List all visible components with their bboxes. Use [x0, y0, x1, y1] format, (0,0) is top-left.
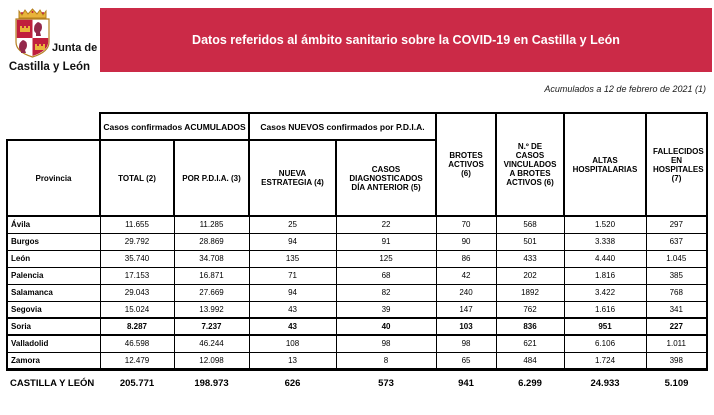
data-cell: 202 [496, 267, 564, 284]
data-cell: 501 [496, 233, 564, 250]
data-cell: 6.106 [564, 335, 646, 352]
col-header-casos-diagnosticados: CASOS DIAGNOSTICADOS DÍA ANTERIOR (5) [336, 140, 436, 216]
data-cell: 568 [496, 216, 564, 233]
data-cell: 1.816 [564, 267, 646, 284]
data-cell: 240 [436, 284, 496, 301]
data-cell: 12.479 [100, 352, 174, 369]
province-name-cell: Zamora [7, 352, 100, 369]
data-cell: 13.992 [174, 301, 249, 318]
data-cell: 29.043 [100, 284, 174, 301]
province-name-cell: Ávila [7, 216, 100, 233]
data-cell: 39 [336, 301, 436, 318]
table-row [7, 233, 707, 250]
corner-cell [7, 113, 100, 140]
col-header-nueva-estrategia: NUEVA ESTRATEGIA (4) [249, 140, 336, 216]
data-cell: 46.598 [100, 335, 174, 352]
table-row [7, 301, 707, 318]
data-cell: 43 [249, 318, 336, 335]
table-row [7, 352, 707, 369]
group-header-confirmed: Casos confirmados ACUMULADOS [100, 113, 249, 140]
logo-text-line2: Castilla y León [8, 61, 91, 73]
data-cell: 16.871 [174, 267, 249, 284]
total-cell: 941 [436, 369, 496, 389]
data-cell: 12.098 [174, 352, 249, 369]
data-cell: 1.011 [646, 335, 707, 352]
data-cell: 71 [249, 267, 336, 284]
data-cell: 40 [336, 318, 436, 335]
table-row [7, 318, 707, 335]
data-cell: 98 [436, 335, 496, 352]
data-cell: 108 [249, 335, 336, 352]
data-cell: 1.045 [646, 250, 707, 267]
data-cell: 1.520 [564, 216, 646, 233]
data-cell: 484 [496, 352, 564, 369]
col-header-altas-hospitalarias: ALTAS HOSPITALARIAS [564, 113, 646, 216]
province-name-cell: León [7, 250, 100, 267]
data-cell: 94 [249, 233, 336, 250]
data-cell: 46.244 [174, 335, 249, 352]
data-cell: 637 [646, 233, 707, 250]
data-cell: 98 [336, 335, 436, 352]
data-cell: 91 [336, 233, 436, 250]
data-cell: 28.869 [174, 233, 249, 250]
data-cell: 398 [646, 352, 707, 369]
data-cell: 65 [436, 352, 496, 369]
accumulated-date-note: Acumulados a 12 de febrero de 2021 (1) [544, 84, 706, 94]
table-body [7, 216, 707, 369]
data-cell: 86 [436, 250, 496, 267]
group-header-row [7, 113, 707, 140]
data-cell: 27.669 [174, 284, 249, 301]
total-cell: 5.109 [646, 369, 707, 389]
group-header-new-cases: Casos NUEVOS confirmados por P.D.I.A. [249, 113, 436, 140]
data-cell: 147 [436, 301, 496, 318]
data-cell: 8.287 [100, 318, 174, 335]
junta-logo [0, 5, 99, 77]
data-cell: 70 [436, 216, 496, 233]
junta-coat-of-arms-icon [14, 8, 51, 58]
data-cell: 22 [336, 216, 436, 233]
data-cell: 1892 [496, 284, 564, 301]
total-cell: 626 [249, 369, 336, 389]
data-cell: 68 [336, 267, 436, 284]
data-cell: 8 [336, 352, 436, 369]
page-title: Datos referidos al ámbito sanitario sobre la COVID-19 en Castilla y León [192, 33, 620, 47]
table-row [7, 250, 707, 267]
data-cell: 297 [646, 216, 707, 233]
title-banner [100, 8, 712, 72]
data-cell: 227 [646, 318, 707, 335]
data-cell: 11.285 [174, 216, 249, 233]
total-cell: 573 [336, 369, 436, 389]
data-cell: 433 [496, 250, 564, 267]
data-cell: 768 [646, 284, 707, 301]
data-cell: 13 [249, 352, 336, 369]
data-cell: 15.024 [100, 301, 174, 318]
province-name-cell: Valladolid [7, 335, 100, 352]
data-cell: 4.440 [564, 250, 646, 267]
total-row [7, 369, 707, 389]
province-name-cell: Burgos [7, 233, 100, 250]
data-cell: 1.724 [564, 352, 646, 369]
table-row [7, 335, 707, 352]
data-cell: 25 [249, 216, 336, 233]
data-cell: 125 [336, 250, 436, 267]
covid-data-table [6, 112, 708, 389]
col-header-fallecidos: FALLECIDOS EN HOSPITALES (7) [646, 113, 707, 216]
table-row [7, 216, 707, 233]
data-cell: 103 [436, 318, 496, 335]
total-cell: 24.933 [564, 369, 646, 389]
data-cell: 35.740 [100, 250, 174, 267]
col-header-provincia: Provincia [7, 140, 100, 216]
province-name-cell: Segovia [7, 301, 100, 318]
data-cell: 94 [249, 284, 336, 301]
province-name-cell: Palencia [7, 267, 100, 284]
table-row [7, 267, 707, 284]
data-cell: 836 [496, 318, 564, 335]
data-cell: 951 [564, 318, 646, 335]
data-cell: 135 [249, 250, 336, 267]
data-cell: 621 [496, 335, 564, 352]
data-cell: 90 [436, 233, 496, 250]
col-header-casos-vinculados: N.º DE CASOS VINCULADOS A BROTES ACTIVOS (6) [496, 113, 564, 216]
col-header-brotes-activos: BROTES ACTIVOS (6) [436, 113, 496, 216]
col-header-total: TOTAL (2) [100, 140, 174, 216]
total-cell: 198.973 [174, 369, 249, 389]
province-name-cell: Salamanca [7, 284, 100, 301]
data-cell: 43 [249, 301, 336, 318]
table-row [7, 284, 707, 301]
data-cell: 3.422 [564, 284, 646, 301]
data-cell: 34.708 [174, 250, 249, 267]
total-cell: 205.771 [100, 369, 174, 389]
data-cell: 82 [336, 284, 436, 301]
data-cell: 341 [646, 301, 707, 318]
data-cell: 42 [436, 267, 496, 284]
province-name-cell: Soria [7, 318, 100, 335]
data-cell: 17.153 [100, 267, 174, 284]
total-cell: 6.299 [496, 369, 564, 389]
logo-text-line1: Junta de [52, 42, 98, 54]
col-header-por-pdia: POR P.D.I.A. (3) [174, 140, 249, 216]
data-cell: 1.616 [564, 301, 646, 318]
data-cell: 7.237 [174, 318, 249, 335]
data-cell: 29.792 [100, 233, 174, 250]
data-cell: 3.338 [564, 233, 646, 250]
total-row-label: CASTILLA Y LEÓN [7, 369, 100, 389]
data-cell: 385 [646, 267, 707, 284]
data-cell: 762 [496, 301, 564, 318]
data-cell: 11.655 [100, 216, 174, 233]
